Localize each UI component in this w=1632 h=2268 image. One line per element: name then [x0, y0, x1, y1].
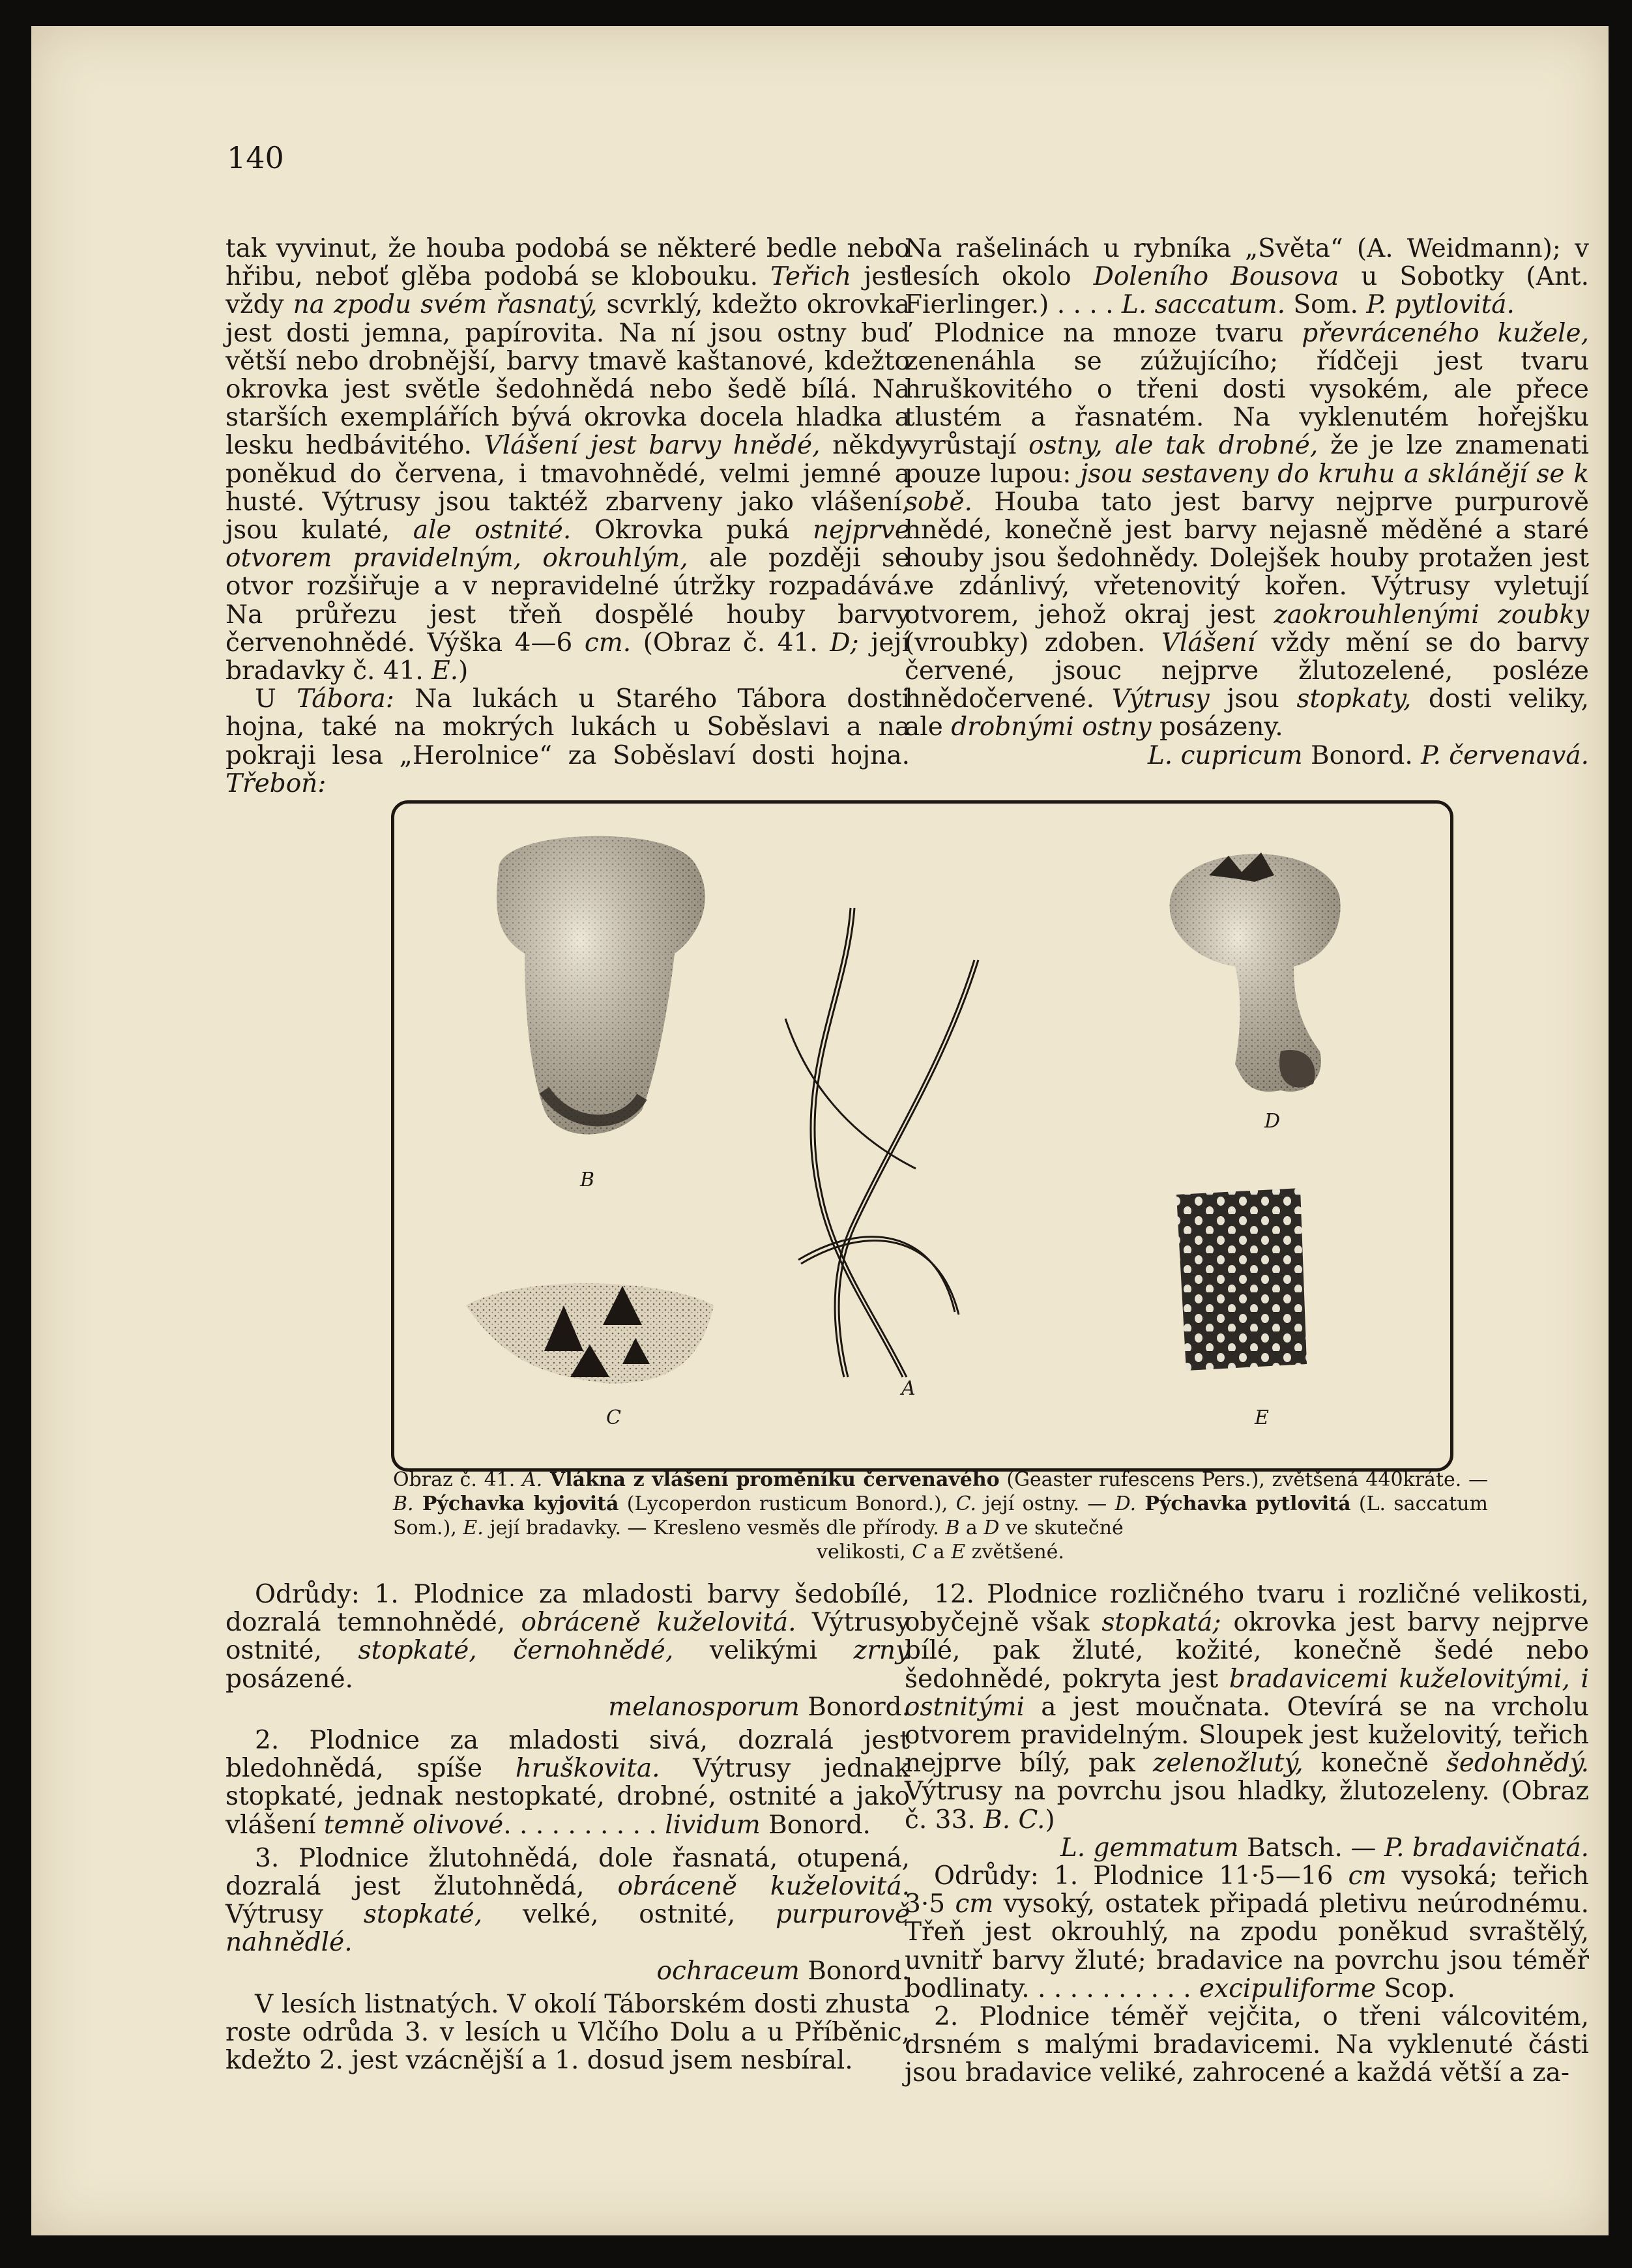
drawing-d-puffball [1170, 852, 1341, 1092]
variety-2: 2. Plodnice za mladosti sivá, dozralá jest bledohnědá, spíše hruškovita. Výtrusy jednak stopkaté, jednak nestopkaté, drobné, ostnité a jako vlášení temně olivové. . . . . . . . . . lividum Bonord. [226, 1726, 911, 1840]
drawing-e-warts [1176, 1188, 1307, 1371]
species-name: L. gemmatum Batsch. — P. bradavičnatá. [1060, 1833, 1589, 1863]
figure-label-e: E [1255, 1406, 1269, 1429]
figure-drawings [394, 804, 1450, 1468]
paragraph: Plodnice na mnoze tvaru převráceného kužele, zenenáhla se zúžujícího; řídčeji jest tvaru hruškovitého o třeni dosti vysokém, ale přece tlustém a řasnatém. Na vyklenutém hořejšku vyrůstají ostny, ale tak drobné, že je lze znamenati pouze lupou: jsou sestaveny do kruhu a sklánějí se k sobě. Houba tato jest barvy nejprve purpurově hnědé, konečně jest barvy nejasně měděné a staré houby jsou šedohnědy. Dolejšek houby protažen jest ve zdánlivý, vřetenovitý kořen. Výtrusy vyletují otvorem, jehož okraj jest zaokrouhlenými zoubky (vroubky) zdoben. Vlášení vždy mění se do barvy červené, jsouc nejprve žlutozelené, posléze hnědočervené. Výtrusy jsou stopkaty, dosti veliky, ale drobnými ostny posázeny. [905, 318, 1590, 742]
varieties: Odrůdy: 1. Plodnice 11·5—16 cm vysoká; teřich 3·5 cm vysoký, ostatek připadá pletivu neúrodnému. Třeň jest okrouhlý, na zpodu poněkud svraštělý, uvnitř barvy žluté; bradavice na povrchu jsou téměř bodlinaty. . . . . . . . . . . excipuliforme Scop. [905, 1861, 1589, 2003]
species-name: melanosporum Bonord. [608, 1692, 910, 1722]
book-page [31, 26, 1609, 2235]
species-name: L. cupricum Bonord. P. červenavá. [1147, 740, 1589, 770]
page-number: 140 [227, 140, 284, 175]
figure-label-c: C [606, 1406, 621, 1429]
variety-1: Odrůdy: 1. Plodnice za mladosti barvy šedobílé, dozralá temnohnědé, obráceně kuželovitá. Výtrusy ostnité, stopkaté, černohnědé, velikými zrny posázené. [226, 1580, 911, 1694]
figure-label-a: A [901, 1377, 916, 1400]
drawing-a-fibres [785, 908, 978, 1377]
left-column-bottom [226, 1580, 910, 2074]
caption-text: Obraz č. 41. A. Vlákna z vlášení proměníku červenavého (Geaster rufescens Pers.), zvětšená 440kráte. — B. Pýchavka kyjovitá (Lycoperdon rusticum Bonord.), C. její ostny. — D. Pýchavka pytlovitá (L. saccatum Som.), E. její bradavky. — Kresleno vesměs dle přírody. B a D ve skutečné [393, 1468, 1488, 1539]
left-column-top [226, 235, 910, 798]
figure-41 [391, 800, 1453, 1472]
figure-label-b: B [580, 1169, 595, 1191]
drawing-b-puffball [497, 836, 705, 1135]
paragraph-12: 12. Plodnice rozličného tvaru i rozličné velikosti, obyčejně však stopkatá; okrovka jest barvy nejprve bílé, pak žluté, kožité, konečně šedé nebo šedohnědé, pokryta jest bradavicemi kuželovitými, i ostnitými a jest moučnata. Otevírá se na vrcholu otvorem pravidelným. Sloupek jest kuželovitý, teřich nejprve bílý, pak zelenožlutý, konečně šedohnědý. Výtrusy na povrchu jsou hladky, žlutozeleny. (Obraz č. 33. B. C.) [905, 1580, 1590, 1835]
right-column-top [905, 235, 1589, 770]
paragraph: tak vyvinut, že houba podobá se některé bedle nebo hřibu, neboť glěba podobá se klobouku. Teřich jest vždy na zpodu svém řasnatý, scvrklý, kdežto okrovka jest dosti jemna, papírovita. Na ní jsou ostny buď větší nebo drobnější, barvy tmavě kaštanové, kdežto okrovka jest světle šedohnědá nebo šedě bílá. Na starších exemplářích bývá okrovka docela hladka a lesku hedbávitého. Vlášení jest barvy hnědé, někdy poněkud do červena, i tmavohnědé, velmi jemné a husté. Výtrusy jsou taktéž zbarveny jako vlášení, jsou kulaté, ale ostnité. Okrovka puká nejprve otvorem pravidelným, okrouhlým, ale později se otvor rozšiřuje a v nepravidelné útržky rozpadává. Na průřezu jest třeň dospělé houby barvy červenohnědé. Výška 4—6 cm. (Obraz č. 41. D; její bradavky č. 41. E.) [226, 234, 911, 686]
right-column-bottom [905, 1580, 1589, 2087]
paragraph: Na rašelinách u rybníka „Světa“ (A. Weidmann); v lesích okolo Doleního Bousova u Sobotky (Ant. Fierlinger.) . . . . L. saccatum. Som. P. pytlovitá. [905, 234, 1590, 320]
paragraph: 2. Plodnice téměř vejčita, o třeni válcovitém, drsném s malými bradavicemi. Na vyklenuté části jsou bradavice veliké, zahrocené a každá větší a za- [905, 2002, 1589, 2088]
drawing-c-spines [466, 1283, 714, 1384]
variety-3: 3. Plodnice žlutohnědá, dole řasnatá, otupená, dozralá jest žlutohnědá, obráceně kuželovitá. Výtrusy stopkaté, velké, ostnité, purpurově nahnědlé. [226, 1843, 910, 1958]
figure-caption [393, 1468, 1488, 1564]
paragraph: U Tábora: Na lukách u Starého Tábora dosti hojna, také na mokrých lukách u Soběslavi a na pokraji lesa „Herolnice“ za Soběslaví dosti hojna. Třeboň: [226, 684, 910, 798]
species-name: ochraceum Bonord. [656, 1956, 910, 1986]
caption-last-line: velikosti, C a E zvětšené. [817, 1541, 1064, 1563]
paragraph: V lesích listnatých. V okolí Táborském dosti zhusta roste odrůda 3. v lesích u Vlčího Dolu a u Příběnic, kdežto 2. jest vzácnější a 1. dosud jsem nesbíral. [226, 1989, 910, 2076]
figure-label-d: D [1264, 1110, 1281, 1133]
